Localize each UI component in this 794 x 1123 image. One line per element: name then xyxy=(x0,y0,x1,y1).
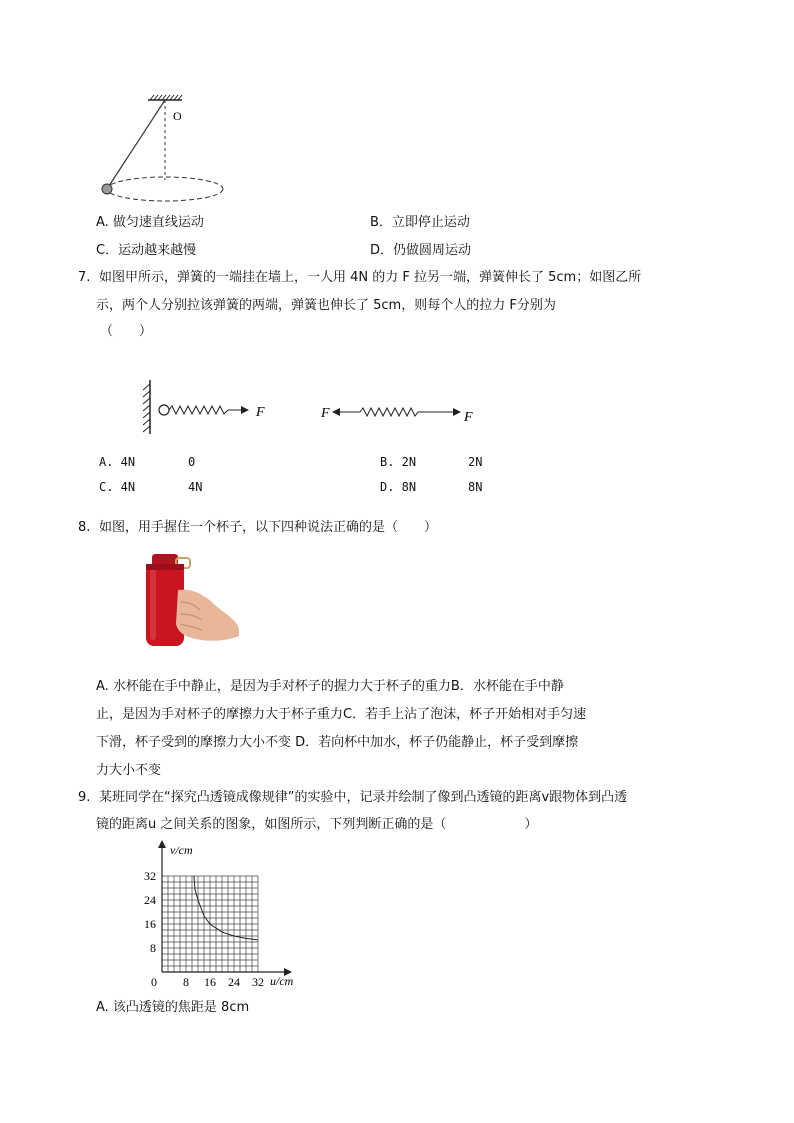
q9-number: 9. xyxy=(78,790,91,805)
q9-stem-line1: 某班同学在“探究凸透镜成像规律”的实验中，记录并绘制了像到凸透镜的距离v跟物体到凸透 xyxy=(99,790,628,805)
q7-option-d-value: 8N xyxy=(468,480,483,494)
x-tick-label: 0 xyxy=(151,975,157,989)
q7-option-c-value: 4N xyxy=(188,480,203,494)
q8-option-line-2[interactable]: 止，是因为手对杯子的摩擦力大于杯子重力C．若手上沾了泡沫，杯子开始相对手匀速 xyxy=(96,707,587,722)
x-tick-label: 8 xyxy=(183,975,189,989)
x-tick-label: 24 xyxy=(228,975,240,989)
q8-option-line-1[interactable]: A. 水杯能在手中静止，是因为手对杯子的握力大于杯子的重力B．水杯能在手中静 xyxy=(96,679,564,694)
force-label-f-right: F xyxy=(464,410,473,425)
pivot-label-o: O xyxy=(173,109,182,123)
q7-figure-yi xyxy=(318,398,486,430)
y-axis-label: v/cm xyxy=(170,843,193,857)
x-axis-label: u/cm xyxy=(270,974,294,988)
q7-number: 7. xyxy=(78,270,91,285)
x-tick-label: 16 xyxy=(204,975,216,989)
q7-answer-blank: （ ） xyxy=(100,324,153,339)
q7-option-c-letter[interactable]: C. 4N xyxy=(99,480,136,494)
q7-option-d-letter[interactable]: D. 8N xyxy=(380,480,417,494)
q9-option-a[interactable]: A. 该凸透镜的焦距是 8cm xyxy=(96,1000,250,1015)
q8-option-line-4[interactable]: 力大小不变 xyxy=(96,763,162,778)
q6-option-c[interactable]: C．运动越来越慢 xyxy=(96,243,197,258)
force-label-f-left: F xyxy=(321,406,330,421)
q9-stem-line2: 镜的距离u 之间关系的图象，如图所示，下列判断正确的是（ ） xyxy=(96,817,538,832)
q8-option-line-3[interactable]: 下滑，杯子受到的摩擦力大小不变 D．若向杯中加水，杯子仍能静止，杯子受到摩擦 xyxy=(96,735,579,750)
q7-option-b-letter[interactable]: B. 2N xyxy=(380,455,417,469)
q6-option-b[interactable]: B．立即停止运动 xyxy=(370,215,470,230)
q7-stem-line1: 如图甲所示，弹簧的一端挂在墙上，一人用 4N 的力 F 拉另一端，弹簧伸长了 5cm；如图乙所 xyxy=(99,270,642,285)
q6-option-a[interactable]: A. 做匀速直线运动 xyxy=(96,215,204,230)
q7-figure-jia xyxy=(138,378,278,436)
y-tick-label: 8 xyxy=(150,941,156,955)
q6-figure xyxy=(96,92,236,212)
q8-number: 8. xyxy=(78,520,91,535)
q7-option-a-letter[interactable]: A. 4N xyxy=(99,455,136,469)
y-tick-label: 24 xyxy=(144,893,156,907)
q6-option-d[interactable]: D．仍做圆周运动 xyxy=(370,243,472,258)
y-tick-label: 16 xyxy=(144,917,156,931)
cup-in-hand-image xyxy=(140,550,240,646)
q8-stem: 如图，用手握住一个杯子，以下四种说法正确的是（ ） xyxy=(99,520,438,535)
y-tick-label: 32 xyxy=(144,869,156,883)
force-label-f-jia: F xyxy=(256,405,265,420)
q7-option-b-value: 2N xyxy=(468,455,483,469)
x-tick-label: 32 xyxy=(252,975,264,989)
q7-option-a-value: 0 xyxy=(188,455,196,469)
q7-stem-line2: 示，两个人分别拉该弹簧的两端，弹簧也伸长了 5cm，则每个人的拉力 F分别为 xyxy=(96,298,556,313)
uv-graph xyxy=(130,840,310,992)
